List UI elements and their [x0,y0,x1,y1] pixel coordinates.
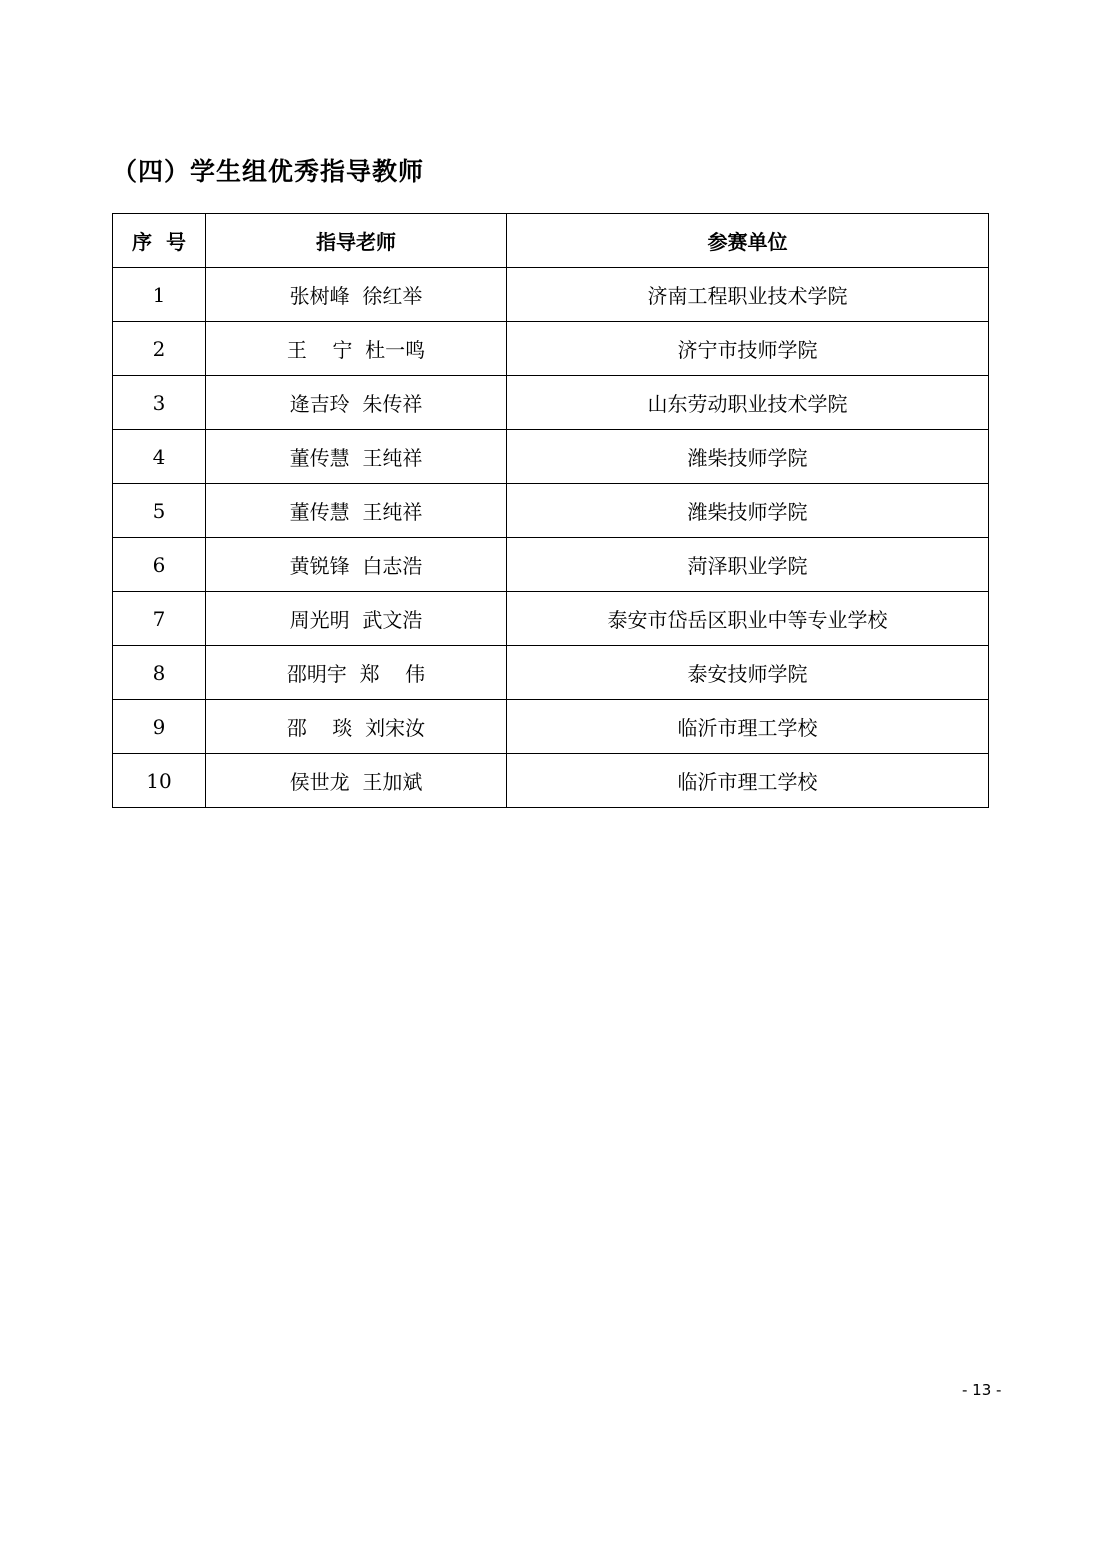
row-unit: 临沂市理工学校 [507,700,989,754]
page-number: - 13 - [962,1381,1002,1399]
row-no: 9 [113,700,206,754]
row-no: 4 [113,430,206,484]
header-unit: 参赛单位 [507,214,989,268]
row-no: 3 [113,376,206,430]
instructor-table [112,213,989,808]
row-unit: 临沂市理工学校 [507,754,989,808]
row-no: 7 [113,592,206,646]
row-teacher: 邵明宇 郑 伟 [206,646,507,700]
row-teacher: 周光明 武文浩 [206,592,507,646]
row-unit: 济南工程职业技术学院 [507,268,989,322]
header-teacher: 指导老师 [206,214,507,268]
header-no: 序 号 [113,214,206,268]
row-unit: 潍柴技师学院 [507,430,989,484]
row-unit: 潍柴技师学院 [507,484,989,538]
row-no: 5 [113,484,206,538]
row-teacher: 王 宁 杜一鸣 [206,322,507,376]
row-unit: 菏泽职业学院 [507,538,989,592]
row-unit: 泰安技师学院 [507,646,989,700]
row-no: 10 [113,754,206,808]
section-title: （四）学生组优秀指导教师 [112,157,425,186]
row-unit: 泰安市岱岳区职业中等专业学校 [507,592,989,646]
table-row [113,322,989,376]
row-teacher: 张树峰 徐红举 [206,268,507,322]
table-row [113,592,989,646]
table-row [113,268,989,322]
table-row [113,376,989,430]
row-teacher: 邵 琰 刘宋汝 [206,700,507,754]
row-no: 8 [113,646,206,700]
row-teacher: 黄锐锋 白志浩 [206,538,507,592]
table-row [113,646,989,700]
row-teacher: 侯世龙 王加斌 [206,754,507,808]
table-row [113,484,989,538]
row-teacher: 董传慧 王纯祥 [206,430,507,484]
row-unit: 济宁市技师学院 [507,322,989,376]
row-teacher: 逄吉玲 朱传祥 [206,376,507,430]
table-row [113,700,989,754]
table-header-row [113,214,989,268]
table-row [113,538,989,592]
table-row [113,754,989,808]
row-no: 2 [113,322,206,376]
row-no: 6 [113,538,206,592]
row-unit: 山东劳动职业技术学院 [507,376,989,430]
table-row [113,430,989,484]
row-teacher: 董传慧 王纯祥 [206,484,507,538]
row-no: 1 [113,268,206,322]
